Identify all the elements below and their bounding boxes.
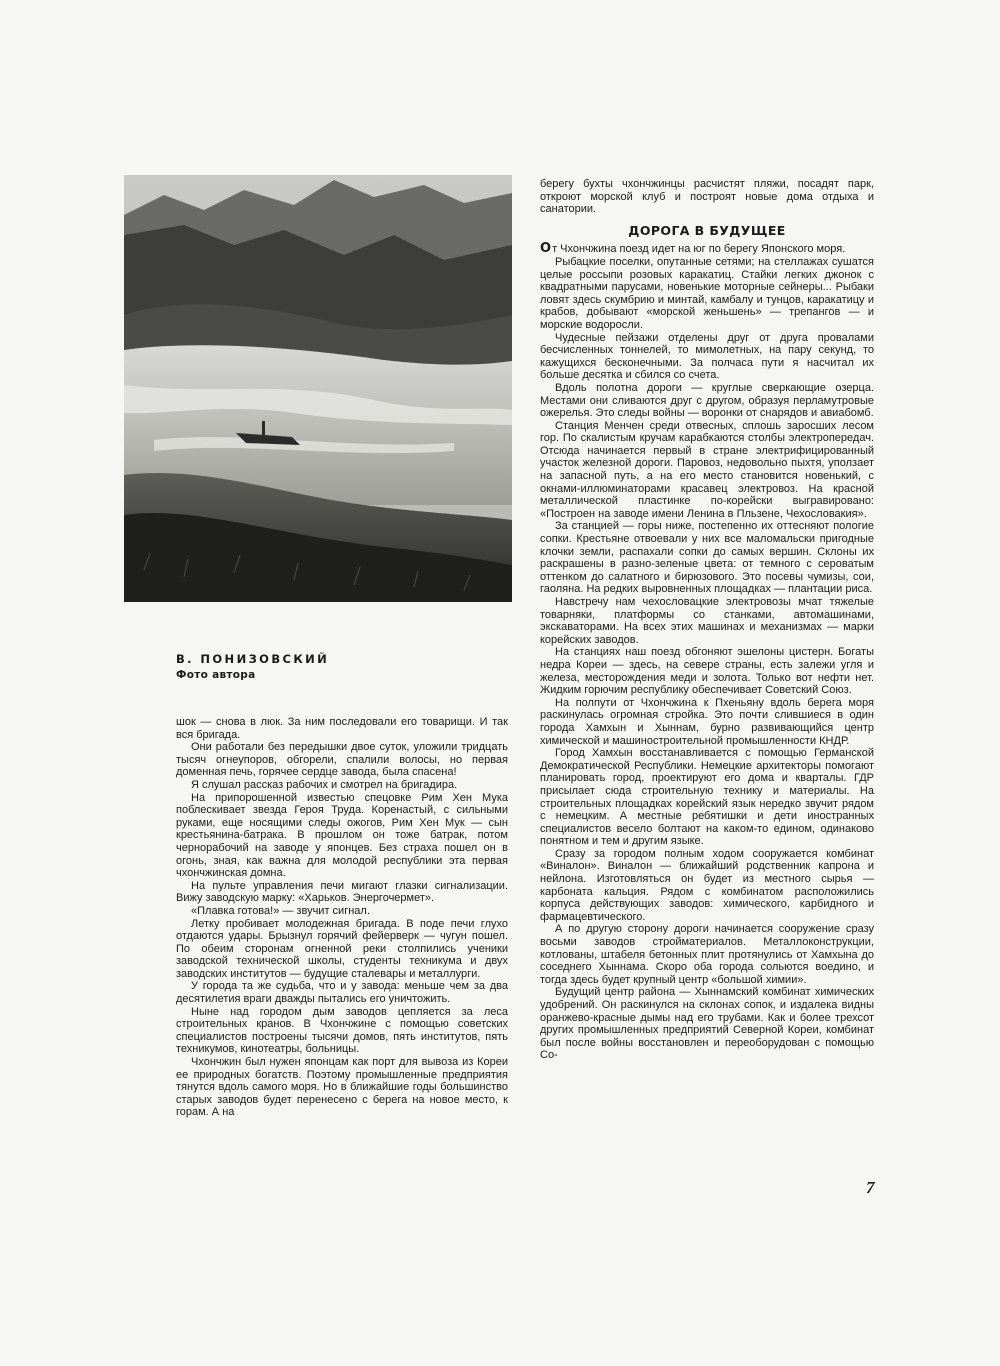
paragraph: У города та же судьба, что и у завода: меньше чем за два десятилетия враги дважды пытались его уничтожить. bbox=[176, 980, 508, 1006]
intro-paragraph: берегу бухты чхончжинцы расчистят пляжи, посадят парк, откроют морской клуб и построят новые дома отдыха и санатории. bbox=[540, 178, 874, 216]
section-heading: ДОРОГА В БУДУЩЕЕ bbox=[628, 222, 786, 238]
paragraph: На припорошенной известью спецовке Рим Хен Мука поблескивает звезда Героя Труда. Коренастый, с сильными руками, еще носящими следы ожогов, Рим Хен Мук — сын крестьянина-батрака. В прошлом он тоже батрак, потом чернорабочий на заводе у японцев. Без страха пошел он в огонь, зная, как важна для молодой республики эта первая чхончжинская домна. bbox=[176, 791, 508, 880]
drop-cap: О bbox=[540, 241, 552, 257]
paragraph: На пульте управления печи мигают глазки сигнализации. Вижу заводскую марку: «Харьков. Энергочермет». bbox=[176, 879, 508, 905]
paragraph: А по другую сторону дороги начинается сооружение сразу восьми заводов стройматериалов. Металлоконструкции, котлованы, штабеля бетонных плит протянулись от Хамхына до соседнего Хыннама. Скоро оба города сольются воедино, и тогда здесь будет крупный центр «большой химии». bbox=[540, 923, 874, 986]
page-number: 7 bbox=[866, 1178, 875, 1197]
first-paragraph bbox=[540, 243, 874, 256]
paragraph: Летку пробивает молодежная бригада. В поде печи глухо отдаются удары. Брызнул горячий фейерверк — чугун пошел. По обеим сторонам огненной реки столпились ученики заводской технической школы, студенты техникума и двух заводских институтов — будущие сталевары и металлурги. bbox=[176, 917, 508, 980]
first-paragraph-text: т Чхончжина поезд идет на юг по берегу Японского моря. bbox=[552, 243, 846, 256]
landscape-photo bbox=[124, 175, 512, 602]
paragraph: Навстречу нам чехословацкие электровозы мчат тяжелые товарняки, платформы со станками, автомашинами, экскаваторами. На всех этих машинах и механизмах — марки корейских заводов. bbox=[540, 596, 874, 646]
paragraph: Станция Менчен среди отвесных, сплошь заросших лесом гор. По скалистым кручам карабкаются столбы электропередач. Отсюда начинается первый в стране электрифицированный участок железной дороги. Паровоз, недовольно пыхтя, уползает на запасной путь, а на его место становится новенький, с окнами-иллюминаторами красавец электровоз. На красной металлической пластинке по-корейски выгравировано: «Построен на заводе имени Ленина в Пльзене, Чехословакия». bbox=[540, 419, 874, 520]
paragraph: Вдоль полотна дороги — круглые сверкающие озерца. Местами они сливаются друг с другом, образуя перламутровые ожерелья. Это следы войны — воронки от снарядов и авиабомб. bbox=[540, 381, 874, 420]
right-text-column bbox=[540, 178, 874, 1062]
photo-credit: Фото автора bbox=[176, 669, 256, 681]
author-caption bbox=[176, 651, 476, 683]
paragraph: На станциях наш поезд обгоняют эшелоны цистерн. Богаты недра Кореи — здесь, на севере страны, есть залежи угля и железа, месторождения меди и золота. Только вот нефти нет. Жидким горючим республику обеспечивает Советский Союз. bbox=[540, 646, 874, 697]
paragraph: За станцией — горы ниже, постепенно их оттесняют пологие сопки. Крестьяне отвоевали у них все маломальски пригодные клочки земли, распахали сопки до самых вершин. Склоны их раскрашены в разно-зеленые цвета: от темного с сероватым оттенком до салатного и бирюзового. Это посевы чумизы, сои, гаоляна. На редких выровненных площадках — плантации риса. bbox=[540, 520, 874, 596]
paragraph: На полпути от Чхончжина к Пхеньяну вдоль берега моря раскинулась огромная стройка. Это почти слившиеся в один города Хамхын и Хыннам, бурно развивающийся центр химической и машиностроительной промышленности КНДР. bbox=[540, 696, 874, 747]
paragraph: Ныне над городом дым заводов цепляется за леса строительных кранов. В Чхончжине с помощью советских специалистов построены тысячи домов, пять институтов, пять техникумов, кинотеатры, больницы. bbox=[176, 1005, 508, 1056]
paragraph: Будущий центр района — Хыннамский комбинат химических удобрений. Он раскинулся на склонах сопок, и издалека видны оранжево-красные дымы над его трубами. Как и более трехсот других промышленных предприятий Северной Кореи, комбинат был после войны восстановлен и переоборудован с помощью Со- bbox=[540, 986, 874, 1062]
author-name: В. ПОНИЗОВСКИЙ bbox=[176, 652, 330, 666]
landscape-photo-art bbox=[124, 175, 512, 602]
paragraph: Рыбацкие поселки, опутанные сетями; на стеллажах сушатся целые россыпи розовых каракатиц. Стайки легких джонок с квадратными парусами, новенькие моторные сейнеры... Рыбаки ловят здесь скумбрию и минтай, камбалу и тунцов, каракатицу и крабов, добывают «морской женьшень» — трепангов — и морские водоросли. bbox=[540, 255, 874, 331]
paragraph: Город Хамхын восстанавливается с помощью Германской Демократической Республики. Немецкие архитекторы помогают планировать город, проектируют его дома и кварталы. ГДР присылает сюда строительную технику и материалы. На строительных площадках корейский язык нередко звучит рядом с немецким. А местные ребятишки и дети иностранных специалистов весело болтают на каком-то едином, одинаково понятном и тем и другим языке. bbox=[540, 747, 874, 848]
left-text-column bbox=[176, 716, 508, 1119]
paragraph: шок — снова в люк. За ним последовали его товарищи. И так вся бригада. bbox=[176, 716, 508, 741]
paragraph: Они работали без передышки двое суток, уложили тридцать тысяч огнеупоров, обгорели, спалили волосы, но первая доменная печь, горячее сердце завода, была спасена! bbox=[176, 741, 508, 779]
paragraph: Чхончжин был нужен японцам как порт для вывоза из Кореи ее природных богатств. Поэтому промышленные предприятия тянутся вдоль самого моря. Но в ближайшие годы большинство старых заводов будет перенесено с берега на новое место, к горам. А на bbox=[176, 1056, 508, 1119]
paragraph: Чудесные пейзажи отделены друг от друга провалами бесчисленных тоннелей, то мимолетных, на пару секунд, то кажущихся бесконечными. За полчаса пути я насчитал их больше десятка и сбился со счета. bbox=[540, 331, 874, 382]
paragraph: «Плавка готова!» — звучит сигнал. bbox=[191, 904, 370, 917]
paragraph: Сразу за городом полным ходом сооружается комбинат «Виналон». Виналон — ближайший родственник капрона и нейлона. Изготовляться он будет из местного сырья — карбоната кальция. Рядом с комбинатом расположились корпуса действующих заводов: химического, карбидного и фармацевтического. bbox=[540, 847, 874, 923]
paragraph: Я слушал рассказ рабочих и смотрел на бригадира. bbox=[191, 778, 458, 791]
